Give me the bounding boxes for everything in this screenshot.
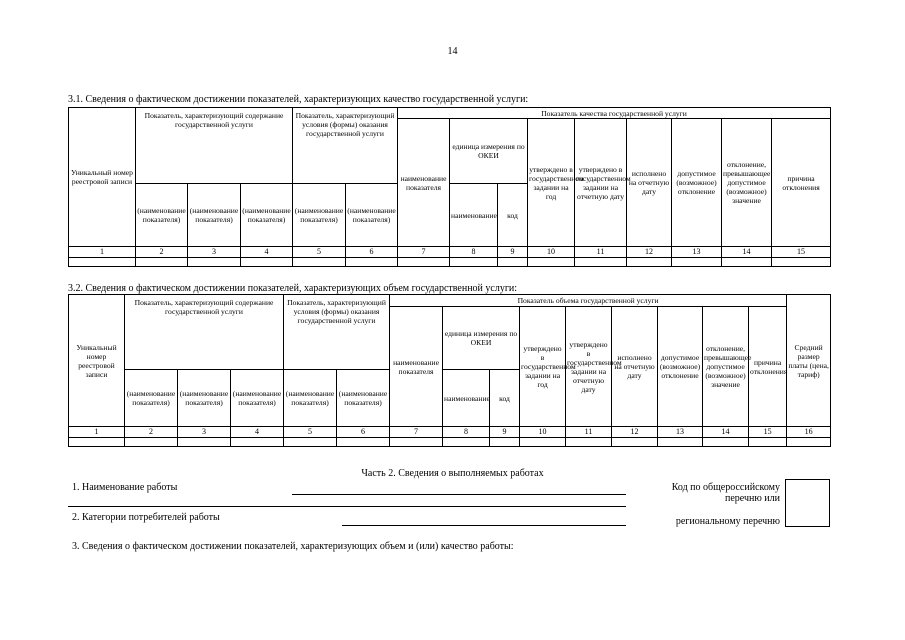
section-3-title: 3. Сведения о фактическом достижении показателей, характеризующих объем и (или) качество работы: <box>72 541 514 552</box>
column-number: 11 <box>566 427 612 438</box>
column-number: 10 <box>528 247 575 258</box>
header-sub-indicator: (наименование показателя) <box>125 370 178 427</box>
code-label-line2: перечню или <box>724 493 780 504</box>
column-number: 13 <box>658 427 703 438</box>
header-unit-name: наименование <box>443 370 490 427</box>
header-unique-number: Уникальный номер реестровой записи <box>69 108 136 247</box>
column-number: 1 <box>69 427 125 438</box>
header-sub-indicator: (наименование показателя) <box>188 184 241 247</box>
header-approved-year: утверждено в государственном задании на год <box>520 307 566 427</box>
header-deviation-reason: причина отклонения <box>749 307 787 427</box>
table-row <box>69 258 831 267</box>
column-number: 2 <box>136 247 188 258</box>
work-name-line[interactable] <box>292 494 626 495</box>
column-number: 4 <box>241 247 293 258</box>
header-approved-date: утверждено в государственном задании на отчетную дату <box>575 119 627 247</box>
column-number: 14 <box>703 427 749 438</box>
header-executed: исполнено на отчетную дату <box>612 307 658 427</box>
header-conditions-indicator: Показатель, характеризующий условия (формы) оказания государственной услуги <box>293 108 398 184</box>
header-average-price: Средний размер платы (цена, тариф) <box>787 295 831 427</box>
header-approved-year: утверждено в государственном задании на год <box>528 119 575 247</box>
header-sub-indicator: (наименование показателя) <box>293 184 346 247</box>
code-label-line1: Код по общероссийскому <box>671 482 780 493</box>
code-input-box[interactable] <box>785 479 830 527</box>
column-number: 7 <box>398 247 450 258</box>
header-sub-indicator: (наименование показателя) <box>337 370 390 427</box>
header-content-indicator: Показатель, характеризующий содержание государственной услуги <box>125 295 284 370</box>
code-label-line3: региональному перечню <box>675 516 780 527</box>
column-number: 1 <box>69 247 136 258</box>
header-content-indicator: Показатель, характеризующий содержание государственной услуги <box>136 108 293 184</box>
column-number: 12 <box>612 427 658 438</box>
column-number: 8 <box>443 427 490 438</box>
header-sub-indicator: (наименование показателя) <box>178 370 231 427</box>
header-sub-indicator: (наименование показателя) <box>241 184 293 247</box>
header-over-deviation: отклонение, превышающее допустимое (возможное) значение <box>722 119 772 247</box>
header-sub-indicator: (наименование показателя) <box>231 370 284 427</box>
column-number: 10 <box>520 427 566 438</box>
column-number: 9 <box>498 247 528 258</box>
column-number: 14 <box>722 247 772 258</box>
volume-indicators-table <box>68 294 831 447</box>
column-number: 13 <box>672 247 722 258</box>
consumers-line[interactable] <box>342 525 626 526</box>
header-volume-group: Показатель объема государственной услуги <box>390 295 787 307</box>
table-row <box>69 438 831 447</box>
column-number: 9 <box>490 427 520 438</box>
header-sub-indicator: (наименование показателя) <box>346 184 398 247</box>
part-2-title: Часть 2. Сведения о выполняемых работах <box>361 468 544 479</box>
column-number: 16 <box>787 427 831 438</box>
header-unit-okei: единица измерения по ОКЕИ <box>443 307 520 370</box>
header-conditions-indicator: Показатель, характеризующий условия (формы) оказания государственной услуги <box>284 295 390 370</box>
header-quality-group: Показатель качества государственной услуги <box>398 108 831 119</box>
work-name-label: 1. Наименование работы <box>72 482 178 493</box>
header-allowed-deviation: допустимое (возможное) отклонение <box>658 307 703 427</box>
column-number: 6 <box>337 427 390 438</box>
column-number: 5 <box>284 427 337 438</box>
header-unit-code: код <box>498 184 528 247</box>
header-indicator-name: наименование показателя <box>390 307 443 427</box>
column-number: 7 <box>390 427 443 438</box>
column-number: 4 <box>231 427 284 438</box>
column-number: 3 <box>188 247 241 258</box>
column-number: 15 <box>772 247 831 258</box>
column-number: 3 <box>178 427 231 438</box>
column-number: 12 <box>627 247 672 258</box>
column-number: 5 <box>293 247 346 258</box>
quality-indicators-table <box>68 107 831 267</box>
header-allowed-deviation: допустимое (возможное) отклонение <box>672 119 722 247</box>
column-number: 15 <box>749 427 787 438</box>
consumers-label: 2. Категории потребителей работы <box>72 512 220 523</box>
header-unit-okei: единица измерения по ОКЕИ <box>450 119 528 184</box>
header-sub-indicator: (наименование показателя) <box>136 184 188 247</box>
column-number: 11 <box>575 247 627 258</box>
column-number: 8 <box>450 247 498 258</box>
work-name-line-2[interactable] <box>68 506 626 507</box>
header-over-deviation: отклонение, превышающее допустимое (возможное) значение <box>703 307 749 427</box>
header-sub-indicator: (наименование показателя) <box>284 370 337 427</box>
column-number: 6 <box>346 247 398 258</box>
header-indicator-name: наименование показателя <box>398 119 450 247</box>
header-unique-number: Уникальный номер реестровой записи <box>69 295 125 427</box>
header-executed: исполнено на отчетную дату <box>627 119 672 247</box>
page-number: 14 <box>447 46 458 57</box>
section-3-2-title: 3.2. Сведения о фактическом достижении показателей, характеризующих объем государственной услуги: <box>68 283 518 294</box>
header-deviation-reason: причина отклонения <box>772 119 831 247</box>
header-unit-code: код <box>490 370 520 427</box>
header-approved-date: утверждено в государственном задании на отчетную дату <box>566 307 612 427</box>
header-unit-name: наименование <box>450 184 498 247</box>
section-3-1-title: 3.1. Сведения о фактическом достижении показателей, характеризующих качество государственной услуги: <box>68 94 529 105</box>
column-number: 2 <box>125 427 178 438</box>
